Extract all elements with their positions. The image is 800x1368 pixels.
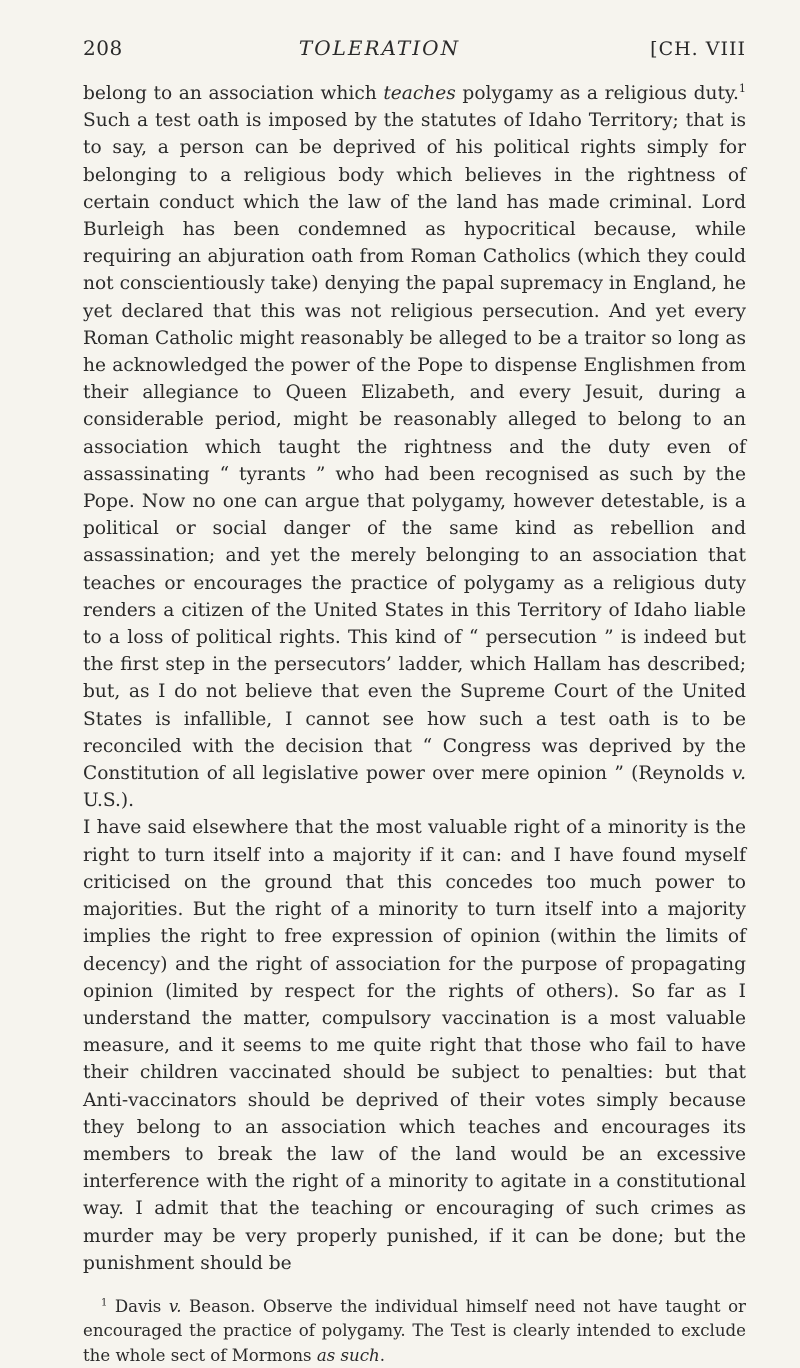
footnote-italic-as-such: as such — [316, 1345, 380, 1365]
p1-italic-teaches: teaches — [383, 83, 456, 104]
chapter-reference: [CH. VIII — [650, 38, 746, 60]
footnote — [83, 1295, 746, 1368]
p1-end-text: U.S.). — [83, 790, 135, 812]
paragraph-2 — [83, 814, 746, 1276]
footnote-marker-reference[interactable]: 1 — [738, 81, 746, 95]
p1-start-text: belong to an association which — [83, 83, 384, 104]
running-head — [83, 36, 746, 72]
p1-main-text: Such a test oath is imposed by the statutes of Idaho Territory; that is to say, a person can be deprived of his political rights simply for belonging to a religious body which believes in the rightness of certain conduct which the law of the land has made criminal. Lord Burleigh has been condemned as hypocritical because, while requiring an abjuration oath from Roman Catholics (which they could not conscientiously take) denying the papal supremacy in England, he yet declared that this was not religious persecution. And yet every Roman Catholic might reasonably be alleged to be a traitor so long as he acknowledged the power of the Pope to dispense Englishmen from their allegiance to Queen Elizabeth, and every Jesuit, during a considerable period, might be reasonably alleged to belong to an association which taught the rightness and the duty even of assassinating “ tyrants ” who had been recognised as such by the Pope. Now no one can argue that polygamy, however detestable, is a political or social danger of the same kind as rebellion and assassination; and yet the merely belonging to an association that teaches or encourages the practice of polygamy as a religious duty renders a citizen of the United States in this Territory of Idaho liable to a loss of political rights. This kind of “ persecution ” is indeed but the first step in the persecutors’ ladder, which Hallam has described; but, as I do not believe that even the Supreme Court of the United States is infallible, I cannot see how such a test oath is to be reconciled with the decision that “ Congress was deprived by the Constitution of all legislative power over mere opinion ” (Reynolds — [83, 110, 746, 785]
p2-text: I have said elsewhere that the most valuable right of a minority is the right to turn itself into a majority if it can: and I have found myself criticised on the ground that this concedes too much power to majorities. But the right of a minority to turn itself into a majority implies the right to free expression of opinion (within the limits of decency) and the right of association for the purpose of propagating opinion (limited by respect for the rights of others). So far as I understand the matter, compulsory vaccination is a most valuable measure, and it seems to me quite right that those who fail to have their children vaccinated should be subject to penalties: but that Anti-vaccinators should be deprived of their votes simply because they belong to an association which teaches and encourages its members to break the law of the land would be an excessive interference with the right of a minority to agitate in a constitutional way. I admit that the teaching or encouraging of such crimes as murder may be very properly punished, if it can be done; but the punishment should be — [83, 817, 746, 1274]
footnote-text-main: Beason. Observe the individual himself need not have taught or encouraged the practice of polygamy. The Test is clearly intended to exclude the whole sect of Mormons — [83, 1296, 746, 1365]
p1-italic-v: v. — [731, 763, 746, 785]
running-title: TOLERATION — [298, 36, 461, 60]
footnote-marker: 1 — [101, 1297, 108, 1309]
paragraph-1 — [83, 80, 746, 814]
p1-text-continued: polygamy as a religious duty. — [455, 83, 739, 104]
page-number: 208 — [83, 36, 123, 60]
footnote-text-start: Davis — [107, 1296, 169, 1316]
footnote-text-end: . — [379, 1345, 385, 1365]
footnote-italic-v: v. — [168, 1296, 182, 1316]
